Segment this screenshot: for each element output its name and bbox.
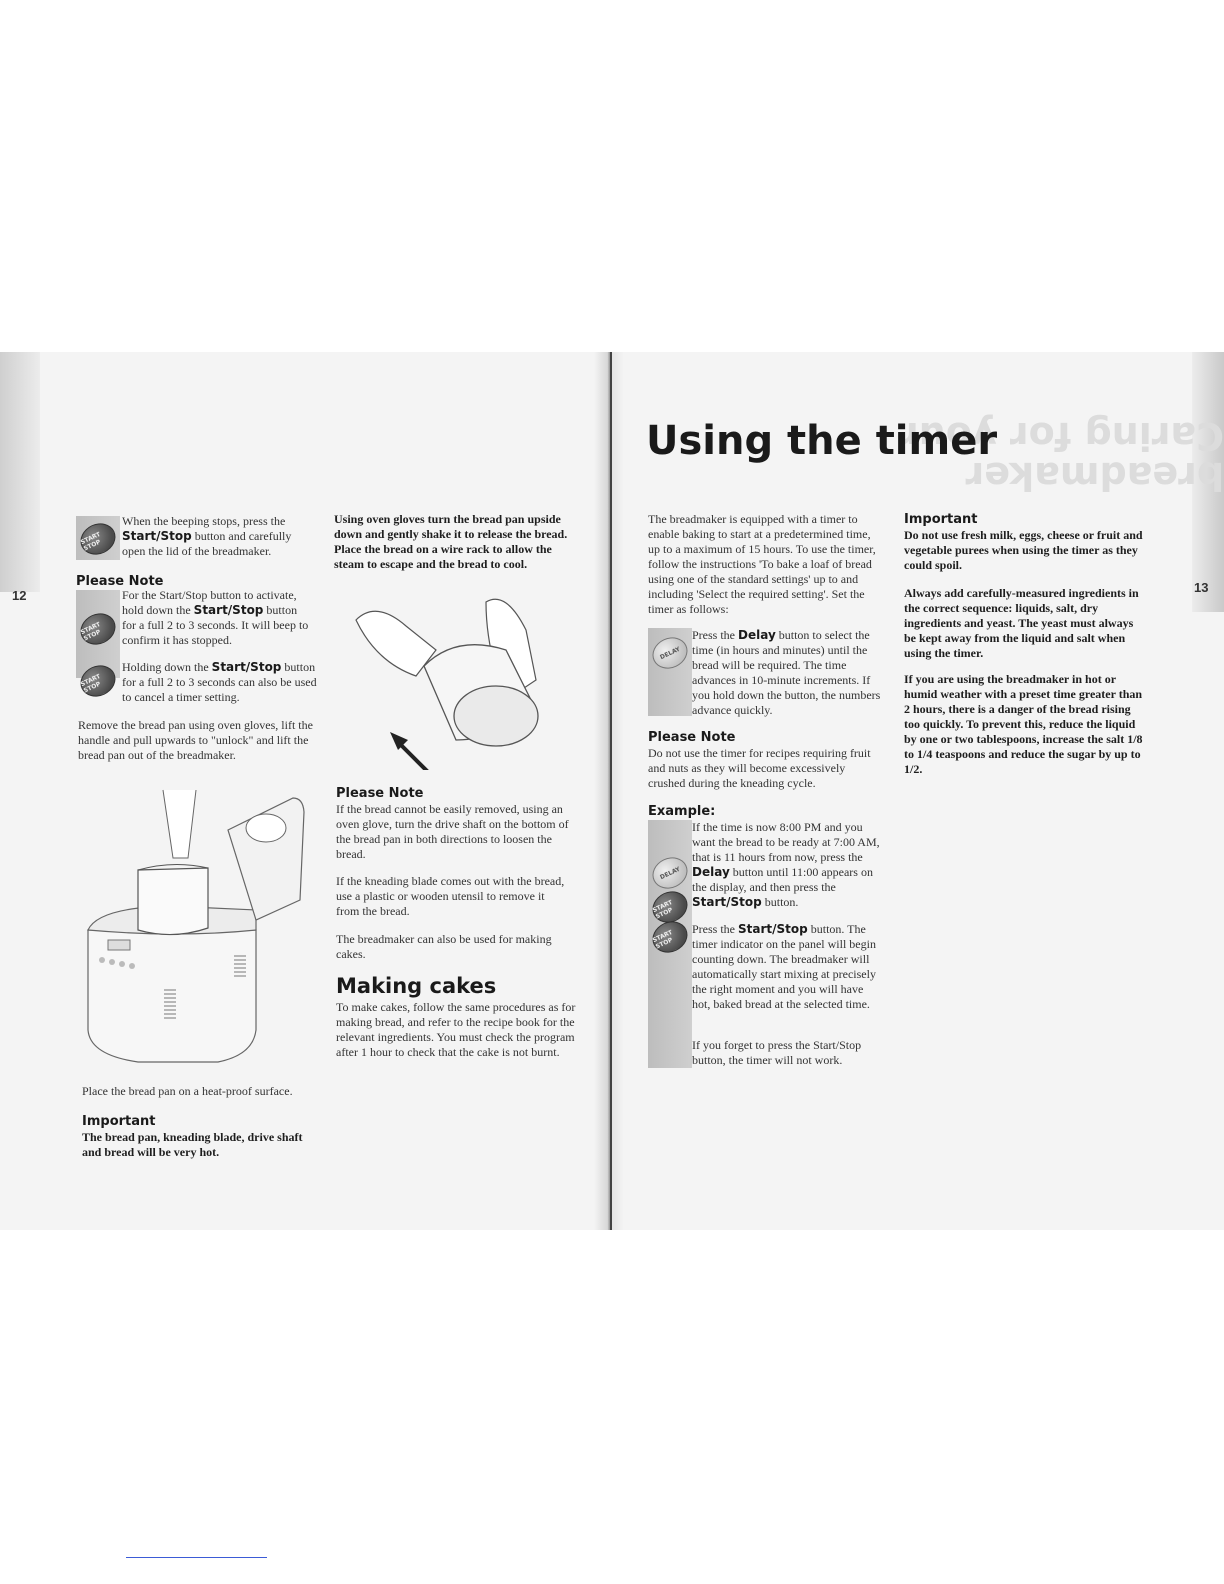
important-paragraph-1: Do not use fresh milk, eggs, cheese or fruit and vegetable purees when using the timer as they could spoil. [904, 528, 1143, 572]
timer-intro-text: The breadmaker is equipped with a timer to enable baking to start at a predetermined time, up to a maximum of 15 hours. To use the timer, follow the instructions 'To bake a loaf of bread using one of the standard settings' up to and including 'Select the required setting'. Set the timer as follows: [648, 512, 876, 616]
breadmaker-illustration [78, 780, 318, 1070]
important-heading-left: Important [82, 1114, 156, 1129]
left-page-edge [0, 352, 40, 592]
delay-button-icon: DELAY [647, 632, 692, 674]
start-stop-button-icon: START STOP [647, 886, 692, 928]
please-note-text-right: Do not use the timer for recipes requiring fruit and nuts as they will become excessively crushed during the kneading cycle. [648, 746, 871, 790]
please-note-2-paragraph-2: If the kneading blade comes out with the bread, use a plastic or wooden utensil to remove it from the bread. [336, 874, 565, 918]
start-stop-button-icon: START STOP [75, 518, 120, 560]
please-note-2-paragraph-1: If the bread cannot be easily removed, using an oven glove, turn the drive shaft on the bottom of the bread pan in both directions to loosen the bread. [336, 802, 569, 861]
page-title: Using the timer [646, 418, 998, 464]
important-paragraph-2: Always add carefully-measured ingredients in the correct sequence: liquids, salt, dry ingredients and yeast. The yeast must always be kept away from the liquid and salt when using the timer. [904, 586, 1139, 660]
please-note-heading-right: Please Note [648, 730, 736, 745]
please-note-1-paragraph-1: For the Start/Stop button to activate, hold down the Start/Stop button for a full 2 to 3 seconds. It will beep to confirm it has stopped. [122, 588, 309, 647]
important-text-left: The bread pan, kneading blade, drive shaft and bread will be very hot. [82, 1130, 303, 1159]
important-paragraph-3: If you are using the breadmaker in hot or humid weather with a preset time greater than 2 hours, there is a danger of the bread rising too quickly. To prevent this, reduce the liquid by one or two tablespoons, increase the salt 1/8 to 1/4 teaspoons and reduce the sugar by up to 1/2. [904, 672, 1143, 776]
place-pan-text: Place the bread pan on a heat-proof surface. [82, 1084, 293, 1098]
please-note-heading-1: Please Note [76, 574, 164, 589]
remove-pan-text: Remove the bread pan using oven gloves, lift the handle and pull upwards to "unlock" and lift the bread pan out of the breadmaker. [78, 718, 313, 762]
step-beep-text: When the beeping stops, press the Start/Stop button and carefully open the lid of the breadmaker. [122, 514, 292, 558]
important-heading-right: Important [904, 512, 978, 527]
making-cakes-heading: Making cakes [336, 974, 497, 998]
please-note-2-paragraph-3: The breadmaker can also be used for making cakes. [336, 932, 552, 961]
please-note-1-paragraph-2: Holding down the Start/Stop button for a full 2 to 3 seconds can also be used to cancel a timer setting. [122, 660, 317, 704]
gutter-line [610, 352, 612, 1230]
bread-pan-illustration [346, 590, 576, 770]
example-heading: Example: [648, 804, 716, 819]
oven-gloves-text: Using oven gloves turn the bread pan upside down and gently shake it to release the bread. Place the bread on a wire rack to allow the steam to escape and the bread to cool. [334, 512, 568, 571]
book-gutter [594, 352, 624, 1230]
example-paragraph-1: If the time is now 8:00 PM and you want the bread to be ready at 7:00 AM, that is 11 hours from now, press the Delay button until 11:00 appears on the display, and then press the Start/Stop button. [692, 820, 880, 909]
delay-button-icon: DELAY [647, 852, 692, 894]
example-paragraph-2: Press the Start/Stop button. The timer indicator on the panel will begin counting down. The breadmaker will automatically start mixing at precisely the right moment and you will have hot, baked bread at the selected time. [692, 922, 876, 1011]
start-stop-button-icon: START STOP [647, 916, 692, 958]
page-number-right: 13 [1194, 580, 1209, 595]
example-paragraph-3: If you forget to press the Start/Stop button, the timer will not work. [692, 1038, 862, 1067]
making-cakes-text: To make cakes, follow the same procedures as for making bread, and refer to the recipe book for the relevant ingredients. You must check the program after 1 hour to check that the cake is not burnt. [336, 1000, 576, 1059]
start-stop-button-icon: START STOP [75, 608, 120, 650]
ghost-title-bleedthrough: breadmaker Caring for your [900, 414, 1224, 498]
delay-step-text: Press the Delay button to select the time (in hours and minutes) until the bread will be required. The time advances in 10-minute increments. If you hold down the button, the numbers advance quickly. [692, 628, 881, 717]
page-number-left: 12 [12, 588, 27, 603]
start-stop-button-icon: START STOP [75, 660, 120, 702]
decorative-underline [126, 1557, 267, 1558]
please-note-heading-2: Please Note [336, 786, 424, 801]
